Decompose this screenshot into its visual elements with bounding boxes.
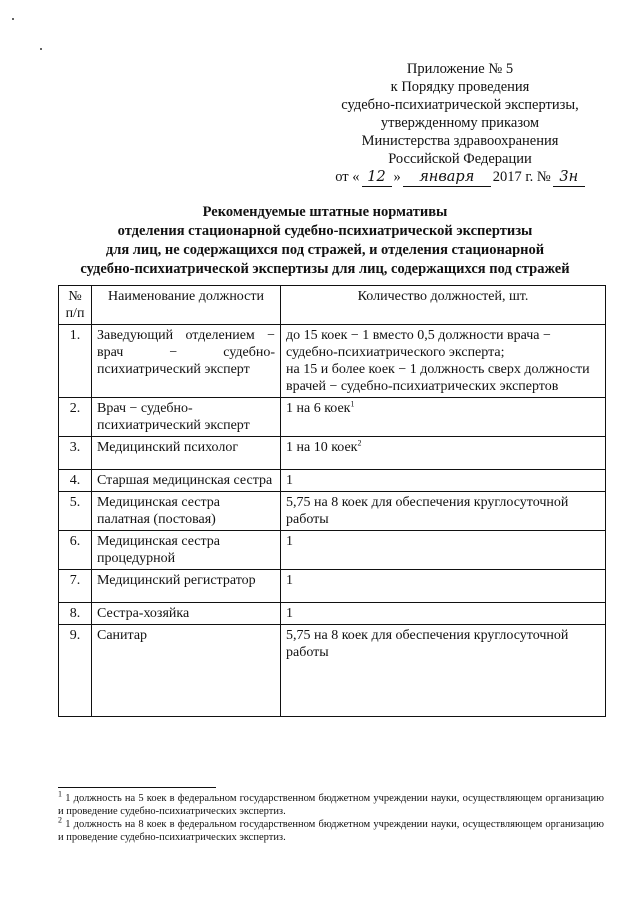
table-row (59, 398, 606, 437)
table-row (59, 470, 606, 492)
row-count-line: до 15 коек − 1 вместо 0,5 должности врача − судебно-психиатрического эксперта; (286, 328, 551, 360)
row-num: 4. (59, 470, 92, 492)
row-count: 1 (281, 603, 606, 625)
title-line: Рекомендуемые штатные нормативы (202, 204, 448, 220)
date-year: 2017 г. № (492, 169, 551, 185)
row-name: Сестра-хозяйка (92, 603, 281, 625)
row-num: 5. (59, 492, 92, 531)
staff-table (58, 285, 606, 717)
row-num: 2. (59, 398, 92, 437)
row-count (281, 437, 606, 470)
table-row (59, 603, 606, 625)
row-count: 1 (281, 470, 606, 492)
footnote-mark: 2 (58, 815, 62, 825)
appendix-line: Министерства здравоохранения (361, 133, 559, 149)
row-count (281, 325, 606, 398)
date-mid: » (393, 169, 401, 185)
appendix-line: к Порядку проведения (390, 79, 530, 95)
header-count: Количество должностей, шт. (281, 286, 606, 325)
row-num: 8. (59, 603, 92, 625)
row-num: 6. (59, 531, 92, 570)
table-row (59, 492, 606, 531)
row-count: 1 (281, 570, 606, 603)
row-name: Заведующий отделением − врач − судебно-психиатрический эксперт (92, 325, 281, 398)
row-name: Старшая медицинская сестра (92, 470, 281, 492)
row-count: 5,75 на 8 коек для обеспечения круглосуточной работы (281, 492, 606, 531)
footnote-ref: 1 (350, 399, 355, 409)
document-title (60, 203, 590, 279)
table-row (59, 570, 606, 603)
row-count-line: на 15 и более коек − 1 должность сверх должности врачей − судебно-психиатрических экспертов (286, 362, 590, 394)
scan-speck (12, 18, 14, 20)
row-name: Санитар (92, 625, 281, 717)
footnote-separator (58, 787, 216, 788)
row-count-text: 1 на 6 коек (286, 401, 351, 416)
footnote-ref: 2 (357, 438, 362, 448)
order-date-line (320, 168, 600, 187)
date-month: января (403, 168, 491, 187)
footnote-text: 1 должность на 5 коек в федеральном государственном бюджетном учреждении науки, осуществляющем организацию и проведение судебно-психиатрических экспертиз. (58, 793, 605, 817)
table-row (59, 625, 606, 717)
row-num: 1. (59, 325, 92, 398)
row-count: 1 (281, 531, 606, 570)
date-prefix: от « (335, 169, 360, 185)
table-row (59, 325, 606, 398)
row-name: Врач − судебно-психиатрический эксперт (92, 398, 281, 437)
row-name: Медицинский психолог (92, 437, 281, 470)
title-line: для лиц, не содержащихся под стражей, и отделения стационарной (105, 242, 545, 258)
header-num: № п/п (59, 286, 92, 325)
table-row (59, 531, 606, 570)
row-name: Медицинская сестра процедурной (92, 531, 281, 570)
order-number: 3н (553, 168, 585, 187)
date-day: 12 (362, 168, 392, 187)
row-num: 3. (59, 437, 92, 470)
header-name: Наименование должности (92, 286, 281, 325)
row-name: Медицинский регистратор (92, 570, 281, 603)
row-num: 9. (59, 625, 92, 717)
scan-speck (40, 48, 42, 50)
appendix-line: судебно-психиатрической экспертизы, (341, 97, 579, 113)
table-header-row (59, 286, 606, 325)
table-row (59, 437, 606, 470)
title-line: отделения стационарной судебно-психиатрической экспертизы (117, 223, 533, 239)
row-count (281, 398, 606, 437)
footnote (58, 789, 605, 818)
appendix-line: утвержденному приказом (380, 115, 540, 131)
appendix-header (320, 60, 600, 187)
appendix-line: Приложение № 5 (406, 61, 514, 77)
footnote-text: 1 должность на 8 коек в федеральном государственном бюджетном учреждении науки, осуществляющем организацию и проведение судебно-психиатрических экспертиз. (58, 819, 605, 843)
row-count: 5,75 на 8 коек для обеспечения круглосуточной работы (281, 625, 606, 717)
row-num: 7. (59, 570, 92, 603)
footnote (58, 815, 605, 844)
footnote-mark: 1 (58, 789, 62, 799)
row-name: Медицинская сестра палатная (постовая) (92, 492, 281, 531)
appendix-line: Российской Федерации (388, 151, 532, 167)
footnotes (58, 789, 605, 844)
title-line: судебно-психиатрической экспертизы для лиц, содержащихся под стражей (80, 261, 570, 277)
row-count-text: 1 на 10 коек (286, 440, 358, 455)
